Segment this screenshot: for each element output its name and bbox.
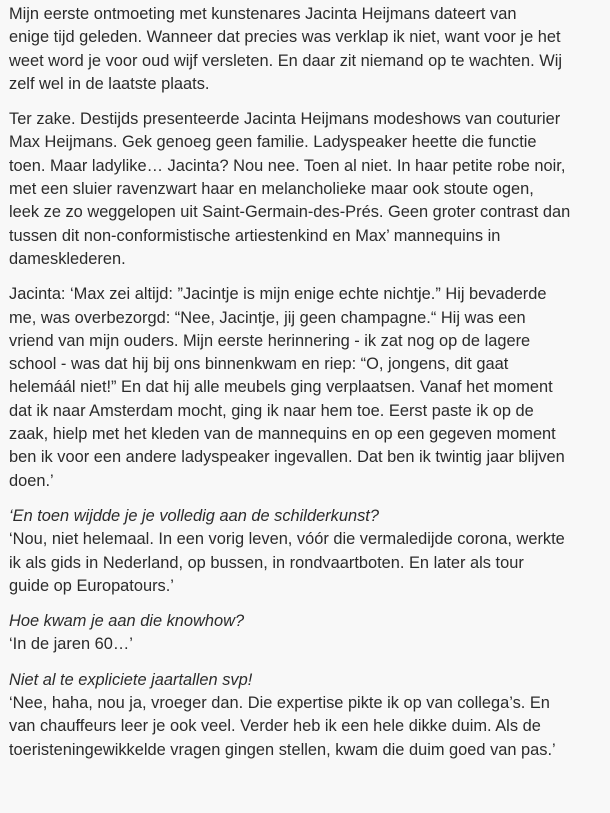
text-line: zelf wel in de laatste plaats. bbox=[9, 74, 210, 93]
interview-answer bbox=[9, 633, 600, 656]
text-line: school - was dat hij bij ons binnenkwam en riep: “O, jongens, dit gaat bbox=[9, 355, 509, 374]
text-line: weet word je voor oud wijf versleten. En daar zit niemand op te wachten. Wij bbox=[9, 51, 562, 70]
text-line: van chauffeurs leer je ook veel. Verder heb ik een hele dikke duim. Als de bbox=[9, 717, 541, 736]
text-line: doen.’ bbox=[9, 471, 54, 490]
interview-question: Hoe kwam je aan die knowhow? bbox=[9, 612, 245, 631]
qa-jaartallen bbox=[9, 669, 600, 762]
text-line: ben ik voor een andere ladyspeaker ingevallen. Dat ben ik twintig jaar blijven bbox=[9, 448, 565, 467]
qa-schilderkunst bbox=[9, 505, 600, 598]
text-line: Jacinta: ‘Max zei altijd: ”Jacintje is mijn enige echte nichtje.” Hij bevaderde bbox=[9, 285, 547, 304]
paragraph-jacinta-quote bbox=[9, 283, 600, 493]
paragraph-intro bbox=[9, 3, 600, 96]
text-line: met een sluier ravenzwart haar en melancholieke maar ook stoute ogen, bbox=[9, 180, 534, 199]
text-line: toeristeningewikkelde vragen gingen stellen, kwam die duim goed van pas.’ bbox=[9, 740, 556, 759]
interview-question: Niet al te expliciete jaartallen svp! bbox=[9, 670, 253, 689]
text-line: leek ze zo weggelopen uit Saint-Germain-des-Prés. Geen groter contrast dan bbox=[9, 203, 571, 222]
interview-answer bbox=[9, 528, 600, 598]
text-line: me, was overbezorgd: “Nee, Jacintje, jij geen champagne.“ Hij was een bbox=[9, 308, 526, 327]
text-line: guide op Europatours.’ bbox=[9, 576, 174, 595]
text-line: ‘In de jaren 60…’ bbox=[9, 635, 133, 654]
text-line: helemáál niet!” En dat hij alle meubels ging verplaatsen. Vanaf het moment bbox=[9, 378, 553, 397]
text-line: dat ik naar Amsterdam mocht, ging ik naar hem toe. Eerst paste ik op de bbox=[9, 401, 534, 420]
text-line: ik als gids in Nederland, op bussen, in rondvaartboten. En later als tour bbox=[9, 553, 524, 572]
text-line: Max Heijmans. Gek genoeg geen familie. Ladyspeaker heette die functie bbox=[9, 133, 537, 152]
text-line: enige tijd geleden. Wanneer dat precies was verklap ik niet, want voor je het bbox=[9, 28, 561, 47]
qa-knowhow bbox=[9, 610, 600, 657]
paragraph-ter-zake bbox=[9, 108, 600, 271]
text-line: tussen dit non-conformistische artiestenkind en Max’ mannequins in bbox=[9, 226, 501, 245]
interview-question: ‘En toen wijdde je je volledig aan de schilderkunst? bbox=[9, 506, 379, 525]
interview-answer bbox=[9, 692, 600, 762]
text-line: vriend van mijn ouders. Mijn eerste herinnering - ik zat nog op de lagere bbox=[9, 331, 531, 350]
text-line: damesklederen. bbox=[9, 249, 126, 268]
text-line: ‘Nee, haha, nou ja, vroeger dan. Die expertise pikte ik op van collega’s. En bbox=[9, 694, 550, 713]
text-line: toen. Maar ladylike… Jacinta? Nou nee. Toen al niet. In haar petite robe noir, bbox=[9, 156, 566, 175]
text-line: Mijn eerste ontmoeting met kunstenares Jacinta Heijmans dateert van bbox=[9, 5, 517, 23]
text-line: Ter zake. Destijds presenteerde Jacinta Heijmans modeshows van couturier bbox=[9, 110, 561, 129]
text-line: ‘Nou, niet helemaal. In een vorig leven, vóór die vermaledijde corona, werkte bbox=[9, 530, 565, 549]
text-line: zaak, hielp met het kleden van de mannequins en op een gegeven moment bbox=[9, 425, 556, 444]
